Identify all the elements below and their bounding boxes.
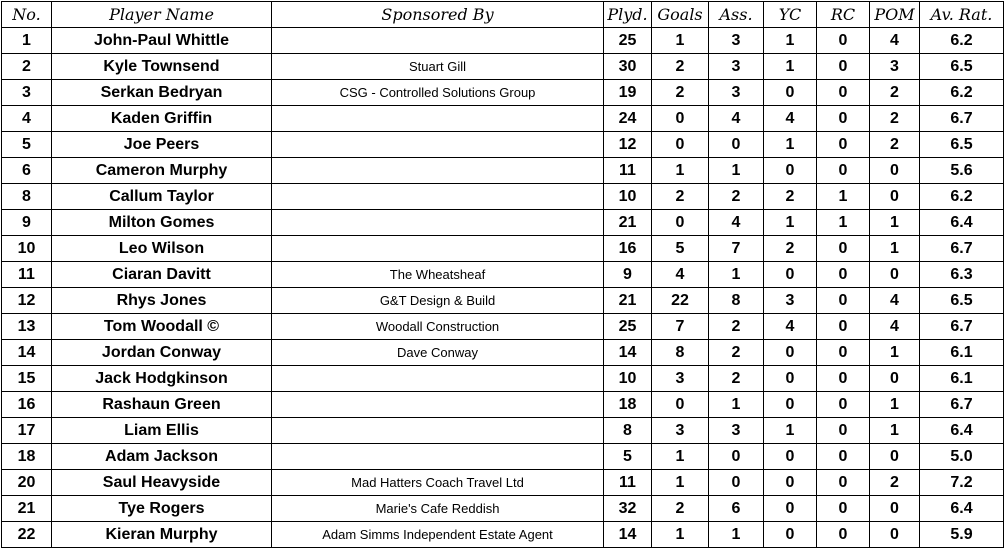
red-cards-value: 0 xyxy=(817,80,870,106)
sponsor xyxy=(272,210,604,236)
player-number: 20 xyxy=(2,470,52,496)
goals-value: 0 xyxy=(652,106,709,132)
player-number: 9 xyxy=(2,210,52,236)
sponsor: G&T Design & Build xyxy=(272,288,604,314)
goals-value: 22 xyxy=(652,288,709,314)
goals-value: 1 xyxy=(652,28,709,54)
red-cards-value: 0 xyxy=(817,236,870,262)
player-number: 12 xyxy=(2,288,52,314)
played-value: 21 xyxy=(604,210,652,236)
player-number: 2 xyxy=(2,54,52,80)
played-value: 14 xyxy=(604,340,652,366)
table-row xyxy=(2,184,1004,210)
assists-value: 1 xyxy=(709,262,764,288)
goals-value: 1 xyxy=(652,522,709,548)
player-of-match-value: 0 xyxy=(870,184,920,210)
table-body xyxy=(2,28,1004,548)
assists-value: 8 xyxy=(709,288,764,314)
sponsor xyxy=(272,106,604,132)
goals-value: 1 xyxy=(652,444,709,470)
player-of-match-value: 2 xyxy=(870,106,920,132)
player-number: 14 xyxy=(2,340,52,366)
played-value: 5 xyxy=(604,444,652,470)
player-number: 11 xyxy=(2,262,52,288)
yellow-cards-value: 1 xyxy=(764,210,817,236)
goals-value: 5 xyxy=(652,236,709,262)
header-player-name: Player Name xyxy=(52,2,272,28)
sponsor xyxy=(272,236,604,262)
player-of-match-value: 4 xyxy=(870,314,920,340)
player-name: Milton Gomes xyxy=(52,210,272,236)
assists-value: 6 xyxy=(709,496,764,522)
assists-value: 1 xyxy=(709,392,764,418)
sponsor xyxy=(272,28,604,54)
yellow-cards-value: 0 xyxy=(764,392,817,418)
sponsor: Stuart Gill xyxy=(272,54,604,80)
player-of-match-value: 0 xyxy=(870,496,920,522)
goals-value: 4 xyxy=(652,262,709,288)
played-value: 32 xyxy=(604,496,652,522)
yellow-cards-value: 2 xyxy=(764,236,817,262)
table-row xyxy=(2,470,1004,496)
player-name: Tye Rogers xyxy=(52,496,272,522)
goals-value: 8 xyxy=(652,340,709,366)
yellow-cards-value: 1 xyxy=(764,418,817,444)
player-number: 13 xyxy=(2,314,52,340)
average-rating-value: 5.0 xyxy=(920,444,1004,470)
assists-value: 2 xyxy=(709,184,764,210)
player-name: Kaden Griffin xyxy=(52,106,272,132)
played-value: 18 xyxy=(604,392,652,418)
header-assists: Ass. xyxy=(709,2,764,28)
yellow-cards-value: 4 xyxy=(764,106,817,132)
header-player-of-match: POM xyxy=(870,2,920,28)
goals-value: 2 xyxy=(652,496,709,522)
player-of-match-value: 1 xyxy=(870,210,920,236)
header-played: Plyd. xyxy=(604,2,652,28)
assists-value: 2 xyxy=(709,314,764,340)
goals-value: 2 xyxy=(652,80,709,106)
assists-value: 4 xyxy=(709,106,764,132)
yellow-cards-value: 4 xyxy=(764,314,817,340)
played-value: 21 xyxy=(604,288,652,314)
assists-value: 4 xyxy=(709,210,764,236)
sponsor: Adam Simms Independent Estate Agent xyxy=(272,522,604,548)
played-value: 9 xyxy=(604,262,652,288)
red-cards-value: 1 xyxy=(817,184,870,210)
average-rating-value: 6.1 xyxy=(920,340,1004,366)
player-number: 10 xyxy=(2,236,52,262)
player-number: 22 xyxy=(2,522,52,548)
sponsor xyxy=(272,392,604,418)
table-row xyxy=(2,496,1004,522)
player-number: 8 xyxy=(2,184,52,210)
player-of-match-value: 0 xyxy=(870,444,920,470)
red-cards-value: 0 xyxy=(817,522,870,548)
red-cards-value: 0 xyxy=(817,366,870,392)
assists-value: 3 xyxy=(709,28,764,54)
player-name: Ciaran Davitt xyxy=(52,262,272,288)
played-value: 25 xyxy=(604,314,652,340)
player-name: Rashaun Green xyxy=(52,392,272,418)
assists-value: 0 xyxy=(709,444,764,470)
assists-value: 7 xyxy=(709,236,764,262)
player-of-match-value: 3 xyxy=(870,54,920,80)
played-value: 30 xyxy=(604,54,652,80)
table-row xyxy=(2,288,1004,314)
red-cards-value: 0 xyxy=(817,158,870,184)
red-cards-value: 0 xyxy=(817,496,870,522)
assists-value: 3 xyxy=(709,54,764,80)
assists-value: 2 xyxy=(709,340,764,366)
sponsor: The Wheatsheaf xyxy=(272,262,604,288)
goals-value: 2 xyxy=(652,184,709,210)
player-name: Jack Hodgkinson xyxy=(52,366,272,392)
player-name: Jordan Conway xyxy=(52,340,272,366)
sponsor xyxy=(272,418,604,444)
played-value: 12 xyxy=(604,132,652,158)
header-average-rating: Av. Rat. xyxy=(920,2,1004,28)
yellow-cards-value: 0 xyxy=(764,262,817,288)
table-row xyxy=(2,340,1004,366)
assists-value: 3 xyxy=(709,418,764,444)
player-number: 5 xyxy=(2,132,52,158)
table-row xyxy=(2,80,1004,106)
yellow-cards-value: 1 xyxy=(764,132,817,158)
goals-value: 3 xyxy=(652,366,709,392)
average-rating-value: 6.7 xyxy=(920,236,1004,262)
table-row xyxy=(2,522,1004,548)
player-of-match-value: 1 xyxy=(870,418,920,444)
red-cards-value: 0 xyxy=(817,470,870,496)
average-rating-value: 6.1 xyxy=(920,366,1004,392)
assists-value: 1 xyxy=(709,158,764,184)
average-rating-value: 6.5 xyxy=(920,288,1004,314)
yellow-cards-value: 0 xyxy=(764,444,817,470)
yellow-cards-value: 0 xyxy=(764,158,817,184)
assists-value: 0 xyxy=(709,132,764,158)
header-row xyxy=(2,2,1004,28)
sponsor xyxy=(272,132,604,158)
red-cards-value: 0 xyxy=(817,444,870,470)
average-rating-value: 6.4 xyxy=(920,496,1004,522)
player-number: 16 xyxy=(2,392,52,418)
yellow-cards-value: 0 xyxy=(764,470,817,496)
header-no: No. xyxy=(2,2,52,28)
red-cards-value: 0 xyxy=(817,132,870,158)
header-goals: Goals xyxy=(652,2,709,28)
goals-value: 2 xyxy=(652,54,709,80)
player-of-match-value: 4 xyxy=(870,28,920,54)
goals-value: 0 xyxy=(652,210,709,236)
player-name: Joe Peers xyxy=(52,132,272,158)
player-number: 18 xyxy=(2,444,52,470)
table-header xyxy=(2,2,1004,28)
played-value: 11 xyxy=(604,470,652,496)
assists-value: 3 xyxy=(709,80,764,106)
player-number: 17 xyxy=(2,418,52,444)
table-row xyxy=(2,132,1004,158)
sponsor: CSG - Controlled Solutions Group xyxy=(272,80,604,106)
table-row xyxy=(2,262,1004,288)
player-number: 21 xyxy=(2,496,52,522)
player-of-match-value: 4 xyxy=(870,288,920,314)
average-rating-value: 6.2 xyxy=(920,184,1004,210)
played-value: 10 xyxy=(604,184,652,210)
yellow-cards-value: 1 xyxy=(764,28,817,54)
player-number: 15 xyxy=(2,366,52,392)
goals-value: 0 xyxy=(652,392,709,418)
player-of-match-value: 2 xyxy=(870,80,920,106)
red-cards-value: 0 xyxy=(817,314,870,340)
player-of-match-value: 1 xyxy=(870,392,920,418)
player-number: 4 xyxy=(2,106,52,132)
played-value: 8 xyxy=(604,418,652,444)
assists-value: 2 xyxy=(709,366,764,392)
yellow-cards-value: 0 xyxy=(764,80,817,106)
played-value: 16 xyxy=(604,236,652,262)
table-row xyxy=(2,392,1004,418)
average-rating-value: 6.4 xyxy=(920,418,1004,444)
table-row xyxy=(2,236,1004,262)
player-of-match-value: 1 xyxy=(870,340,920,366)
red-cards-value: 0 xyxy=(817,392,870,418)
player-name: Tom Woodall © xyxy=(52,314,272,340)
red-cards-value: 0 xyxy=(817,418,870,444)
red-cards-value: 0 xyxy=(817,262,870,288)
played-value: 24 xyxy=(604,106,652,132)
player-number: 1 xyxy=(2,28,52,54)
red-cards-value: 0 xyxy=(817,340,870,366)
player-of-match-value: 2 xyxy=(870,470,920,496)
header-red-cards: RC xyxy=(817,2,870,28)
red-cards-value: 0 xyxy=(817,28,870,54)
player-name: Rhys Jones xyxy=(52,288,272,314)
player-name: Saul Heavyside xyxy=(52,470,272,496)
average-rating-value: 6.7 xyxy=(920,392,1004,418)
yellow-cards-value: 0 xyxy=(764,366,817,392)
player-name: Liam Ellis xyxy=(52,418,272,444)
average-rating-value: 7.2 xyxy=(920,470,1004,496)
player-of-match-value: 0 xyxy=(870,366,920,392)
sponsor xyxy=(272,444,604,470)
goals-value: 1 xyxy=(652,158,709,184)
yellow-cards-value: 1 xyxy=(764,54,817,80)
played-value: 11 xyxy=(604,158,652,184)
player-name: Serkan Bedryan xyxy=(52,80,272,106)
average-rating-value: 6.7 xyxy=(920,314,1004,340)
yellow-cards-value: 0 xyxy=(764,522,817,548)
goals-value: 3 xyxy=(652,418,709,444)
played-value: 19 xyxy=(604,80,652,106)
table-row xyxy=(2,210,1004,236)
player-name: Cameron Murphy xyxy=(52,158,272,184)
played-value: 25 xyxy=(604,28,652,54)
goals-value: 0 xyxy=(652,132,709,158)
goals-value: 7 xyxy=(652,314,709,340)
table-row xyxy=(2,54,1004,80)
yellow-cards-value: 0 xyxy=(764,340,817,366)
sponsor xyxy=(272,184,604,210)
average-rating-value: 5.6 xyxy=(920,158,1004,184)
player-of-match-value: 0 xyxy=(870,158,920,184)
table-row xyxy=(2,106,1004,132)
player-of-match-value: 0 xyxy=(870,262,920,288)
average-rating-value: 6.5 xyxy=(920,54,1004,80)
sponsor xyxy=(272,366,604,392)
sponsor xyxy=(272,158,604,184)
header-sponsored-by: Sponsored By xyxy=(272,2,604,28)
average-rating-value: 6.2 xyxy=(920,80,1004,106)
average-rating-value: 6.3 xyxy=(920,262,1004,288)
sponsor: Mad Hatters Coach Travel Ltd xyxy=(272,470,604,496)
player-name: John-Paul Whittle xyxy=(52,28,272,54)
player-of-match-value: 0 xyxy=(870,522,920,548)
table-row xyxy=(2,28,1004,54)
red-cards-value: 0 xyxy=(817,54,870,80)
red-cards-value: 0 xyxy=(817,288,870,314)
player-number: 3 xyxy=(2,80,52,106)
table-row xyxy=(2,418,1004,444)
goals-value: 1 xyxy=(652,470,709,496)
average-rating-value: 6.5 xyxy=(920,132,1004,158)
sponsor: Dave Conway xyxy=(272,340,604,366)
table-row xyxy=(2,158,1004,184)
player-of-match-value: 2 xyxy=(870,132,920,158)
average-rating-value: 6.4 xyxy=(920,210,1004,236)
player-of-match-value: 1 xyxy=(870,236,920,262)
yellow-cards-value: 0 xyxy=(764,496,817,522)
assists-value: 1 xyxy=(709,522,764,548)
table-row xyxy=(2,314,1004,340)
average-rating-value: 6.2 xyxy=(920,28,1004,54)
red-cards-value: 0 xyxy=(817,106,870,132)
header-yellow-cards: YC xyxy=(764,2,817,28)
player-stats-table xyxy=(1,1,1004,548)
average-rating-value: 6.7 xyxy=(920,106,1004,132)
yellow-cards-value: 2 xyxy=(764,184,817,210)
yellow-cards-value: 3 xyxy=(764,288,817,314)
played-value: 14 xyxy=(604,522,652,548)
red-cards-value: 1 xyxy=(817,210,870,236)
player-name: Callum Taylor xyxy=(52,184,272,210)
average-rating-value: 5.9 xyxy=(920,522,1004,548)
player-name: Adam Jackson xyxy=(52,444,272,470)
player-number: 6 xyxy=(2,158,52,184)
table-row xyxy=(2,444,1004,470)
sponsor: Woodall Construction xyxy=(272,314,604,340)
player-name: Kyle Townsend xyxy=(52,54,272,80)
player-name: Leo Wilson xyxy=(52,236,272,262)
played-value: 10 xyxy=(604,366,652,392)
assists-value: 0 xyxy=(709,470,764,496)
table-row xyxy=(2,366,1004,392)
player-name: Kieran Murphy xyxy=(52,522,272,548)
sponsor: Marie's Cafe Reddish xyxy=(272,496,604,522)
